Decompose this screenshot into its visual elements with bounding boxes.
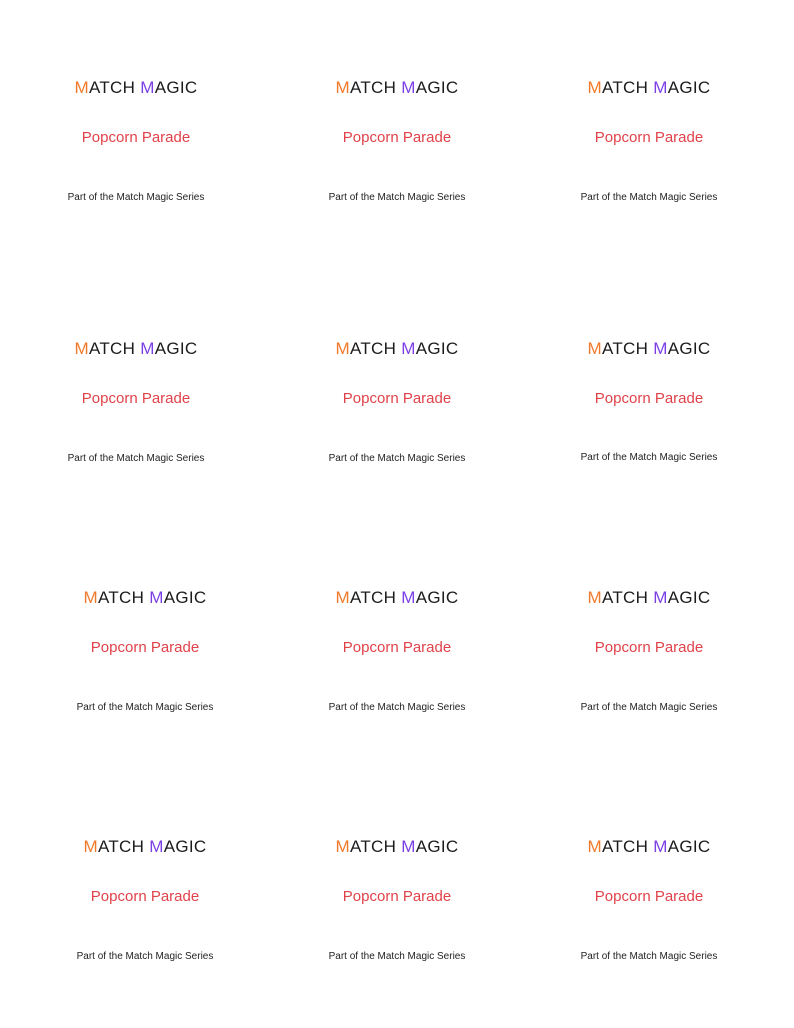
card-subtitle: Popcorn Parade bbox=[342, 129, 452, 146]
card-title: MATCH MAGIC bbox=[335, 588, 459, 607]
label-card bbox=[297, 72, 497, 232]
card-series-note: Part of the Match Magic Series bbox=[580, 951, 718, 962]
card-subtitle: Popcorn Parade bbox=[342, 888, 452, 905]
card-series-note: Part of the Match Magic Series bbox=[580, 702, 718, 713]
label-card bbox=[297, 831, 497, 991]
card-subtitle: Popcorn Parade bbox=[594, 390, 704, 407]
label-card bbox=[297, 333, 497, 493]
card-title: MATCH MAGIC bbox=[587, 588, 711, 607]
card-subtitle: Popcorn Parade bbox=[594, 639, 704, 656]
card-title: MATCH MAGIC bbox=[587, 78, 711, 97]
label-card bbox=[45, 831, 245, 991]
card-title: MATCH MAGIC bbox=[83, 588, 207, 607]
label-card bbox=[549, 333, 749, 493]
card-series-note: Part of the Match Magic Series bbox=[580, 192, 718, 203]
card-series-note: Part of the Match Magic Series bbox=[67, 192, 205, 203]
card-subtitle: Popcorn Parade bbox=[342, 390, 452, 407]
card-series-note: Part of the Match Magic Series bbox=[76, 951, 214, 962]
label-card bbox=[549, 582, 749, 742]
card-series-note: Part of the Match Magic Series bbox=[328, 702, 466, 713]
card-title: MATCH MAGIC bbox=[335, 837, 459, 856]
card-series-note: Part of the Match Magic Series bbox=[328, 951, 466, 962]
card-subtitle: Popcorn Parade bbox=[594, 129, 704, 146]
card-series-note: Part of the Match Magic Series bbox=[328, 192, 466, 203]
card-series-note: Part of the Match Magic Series bbox=[76, 702, 214, 713]
card-subtitle: Popcorn Parade bbox=[90, 639, 200, 656]
label-card bbox=[549, 831, 749, 991]
card-title: MATCH MAGIC bbox=[335, 78, 459, 97]
card-subtitle: Popcorn Parade bbox=[81, 129, 191, 146]
card-title: MATCH MAGIC bbox=[335, 339, 459, 358]
label-card bbox=[549, 72, 749, 232]
label-card bbox=[36, 72, 236, 232]
card-title: MATCH MAGIC bbox=[74, 339, 198, 358]
label-card bbox=[36, 333, 236, 493]
label-card bbox=[297, 582, 497, 742]
card-title: MATCH MAGIC bbox=[587, 837, 711, 856]
card-subtitle: Popcorn Parade bbox=[81, 390, 191, 407]
card-subtitle: Popcorn Parade bbox=[90, 888, 200, 905]
card-title: MATCH MAGIC bbox=[83, 837, 207, 856]
card-title: MATCH MAGIC bbox=[74, 78, 198, 97]
card-subtitle: Popcorn Parade bbox=[594, 888, 704, 905]
card-series-note: Part of the Match Magic Series bbox=[580, 452, 718, 463]
card-series-note: Part of the Match Magic Series bbox=[328, 453, 466, 464]
card-series-note: Part of the Match Magic Series bbox=[67, 453, 205, 464]
card-title: MATCH MAGIC bbox=[587, 339, 711, 358]
card-subtitle: Popcorn Parade bbox=[342, 639, 452, 656]
label-card bbox=[45, 582, 245, 742]
